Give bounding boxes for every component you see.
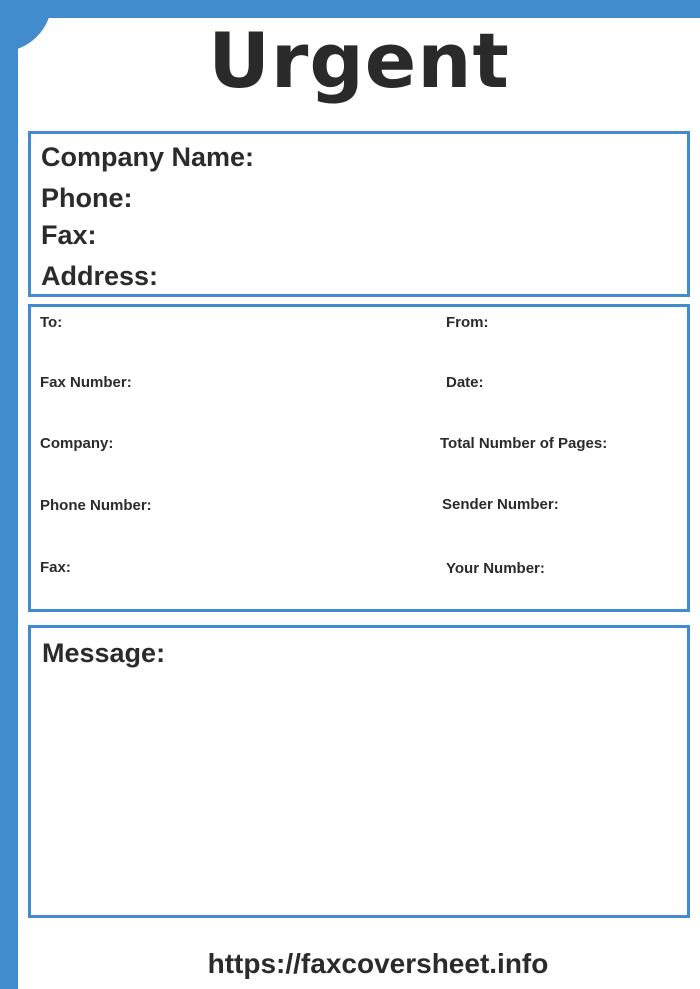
phone-label: Phone:	[41, 183, 133, 213]
message-label: Message:	[42, 638, 166, 668]
address-label: Address:	[41, 261, 159, 291]
your-number-field-label: Your Number:	[446, 560, 545, 577]
date-field-label: Date:	[446, 374, 484, 391]
company-field-label: Company:	[40, 435, 114, 452]
fax-number-field-label: Fax Number:	[40, 374, 132, 391]
company-name-label: Company Name:	[41, 142, 255, 172]
fax-details-box	[28, 304, 690, 612]
from-field-label: From:	[446, 314, 489, 331]
phone-number-field-label: Phone Number:	[40, 497, 152, 514]
company-info-box	[28, 131, 690, 297]
fax-field-label: Fax:	[40, 559, 71, 576]
footer-url: https://faxcoversheet.info	[207, 948, 549, 979]
message-box	[28, 625, 690, 918]
sender-number-field-label: Sender Number:	[442, 496, 559, 513]
left-border-bar	[0, 0, 18, 989]
to-field-label: To:	[40, 314, 63, 331]
fax-label: Fax:	[41, 220, 97, 250]
total-pages-field-label: Total Number of Pages:	[440, 435, 608, 452]
page-title: Urgent	[208, 16, 510, 105]
